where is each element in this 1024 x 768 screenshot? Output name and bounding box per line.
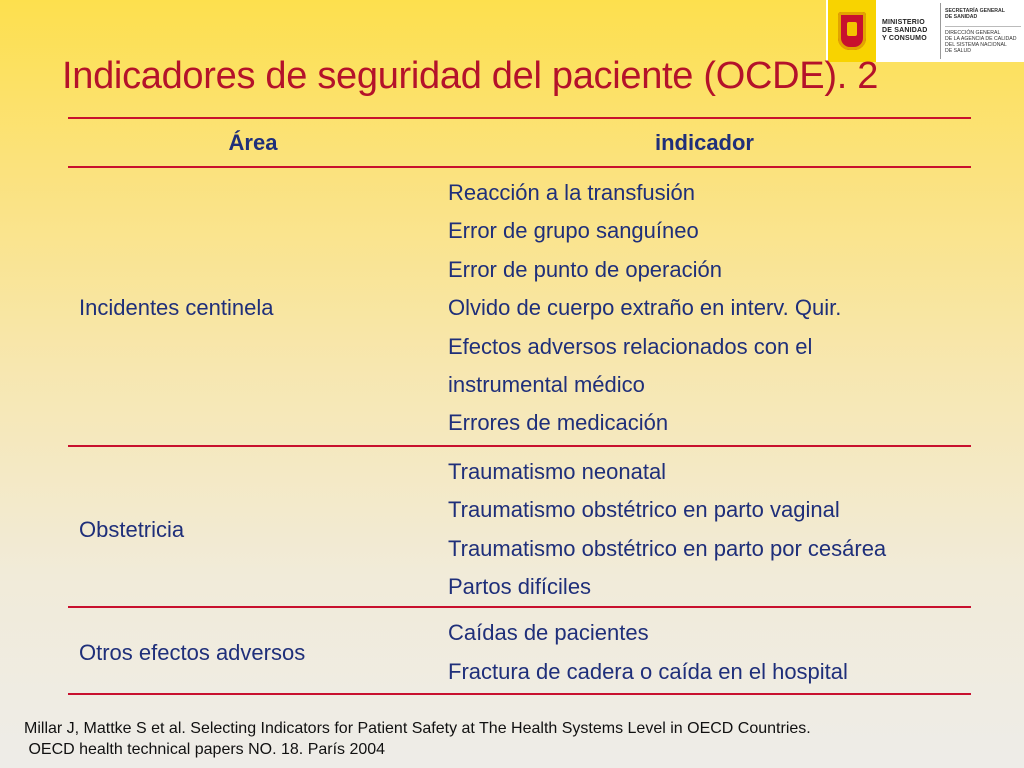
table-row — [68, 168, 971, 445]
coat-of-arms-icon — [828, 0, 876, 62]
indicator-item: Partos difíciles — [448, 573, 592, 599]
indicator-item: Reacción a la transfusión — [448, 180, 696, 205]
table-rule — [68, 693, 971, 695]
indicator-item: instrumental médico — [448, 371, 645, 397]
table-header — [68, 119, 971, 166]
table-row — [68, 447, 971, 607]
indicator-item: Errores de medicación — [448, 410, 669, 436]
indicators-table — [68, 117, 971, 695]
slide-title: Indicadores de seguridad del paciente (OCDE). 2 — [62, 55, 879, 97]
indicator-item: Fractura de cadera o caída en el hospital — [448, 658, 848, 684]
row-indicators — [438, 614, 971, 691]
row-indicators — [438, 174, 971, 443]
row-area: Obstetricia — [79, 516, 185, 542]
indicator-item: Error de punto de operación — [448, 256, 722, 282]
reference-line: Millar J, Mattke S et al. Selecting Indicators for Patient Safety at The Health Systems Level in OECD Countries. — [24, 720, 811, 737]
row-area: Incidentes centinela — [79, 295, 274, 321]
logo-department-text: SECRETARÍA GENERAL DE SANIDAD DIRECCIÓN GENERAL DE LA AGENCIA DE CALIDAD DEL SISTEMA NACIONAL DE SALUD — [945, 8, 1021, 54]
indicator-item: Olvido de cuerpo extraño en interv. Quir. — [448, 295, 842, 321]
logo-divider — [940, 3, 941, 59]
logo-ministry-text: MINISTERIO DE SANIDAD Y CONSUMO — [882, 19, 928, 42]
indicator-item: Error de grupo sanguíneo — [448, 218, 699, 244]
table-row — [68, 608, 971, 693]
indicator-item: Traumatismo obstétrico en parto vaginal — [448, 497, 840, 523]
indicator-item: Caídas de pacientes — [448, 620, 649, 646]
row-area: Otros efectos adversos — [79, 639, 306, 665]
column-header-indicator: indicador — [654, 129, 754, 155]
reference-note — [24, 718, 811, 760]
reference-line: OECD health technical papers NO. 18. París 2004 — [24, 741, 386, 758]
indicator-item: Efectos adversos relacionados con el — [448, 333, 813, 359]
ministry-logo — [826, 0, 1024, 62]
indicator-item: Traumatismo obstétrico en parto por cesárea — [448, 535, 887, 561]
column-header-area: Área — [228, 129, 278, 155]
indicator-item: Traumatismo neonatal — [448, 458, 667, 484]
row-indicators — [438, 453, 971, 607]
